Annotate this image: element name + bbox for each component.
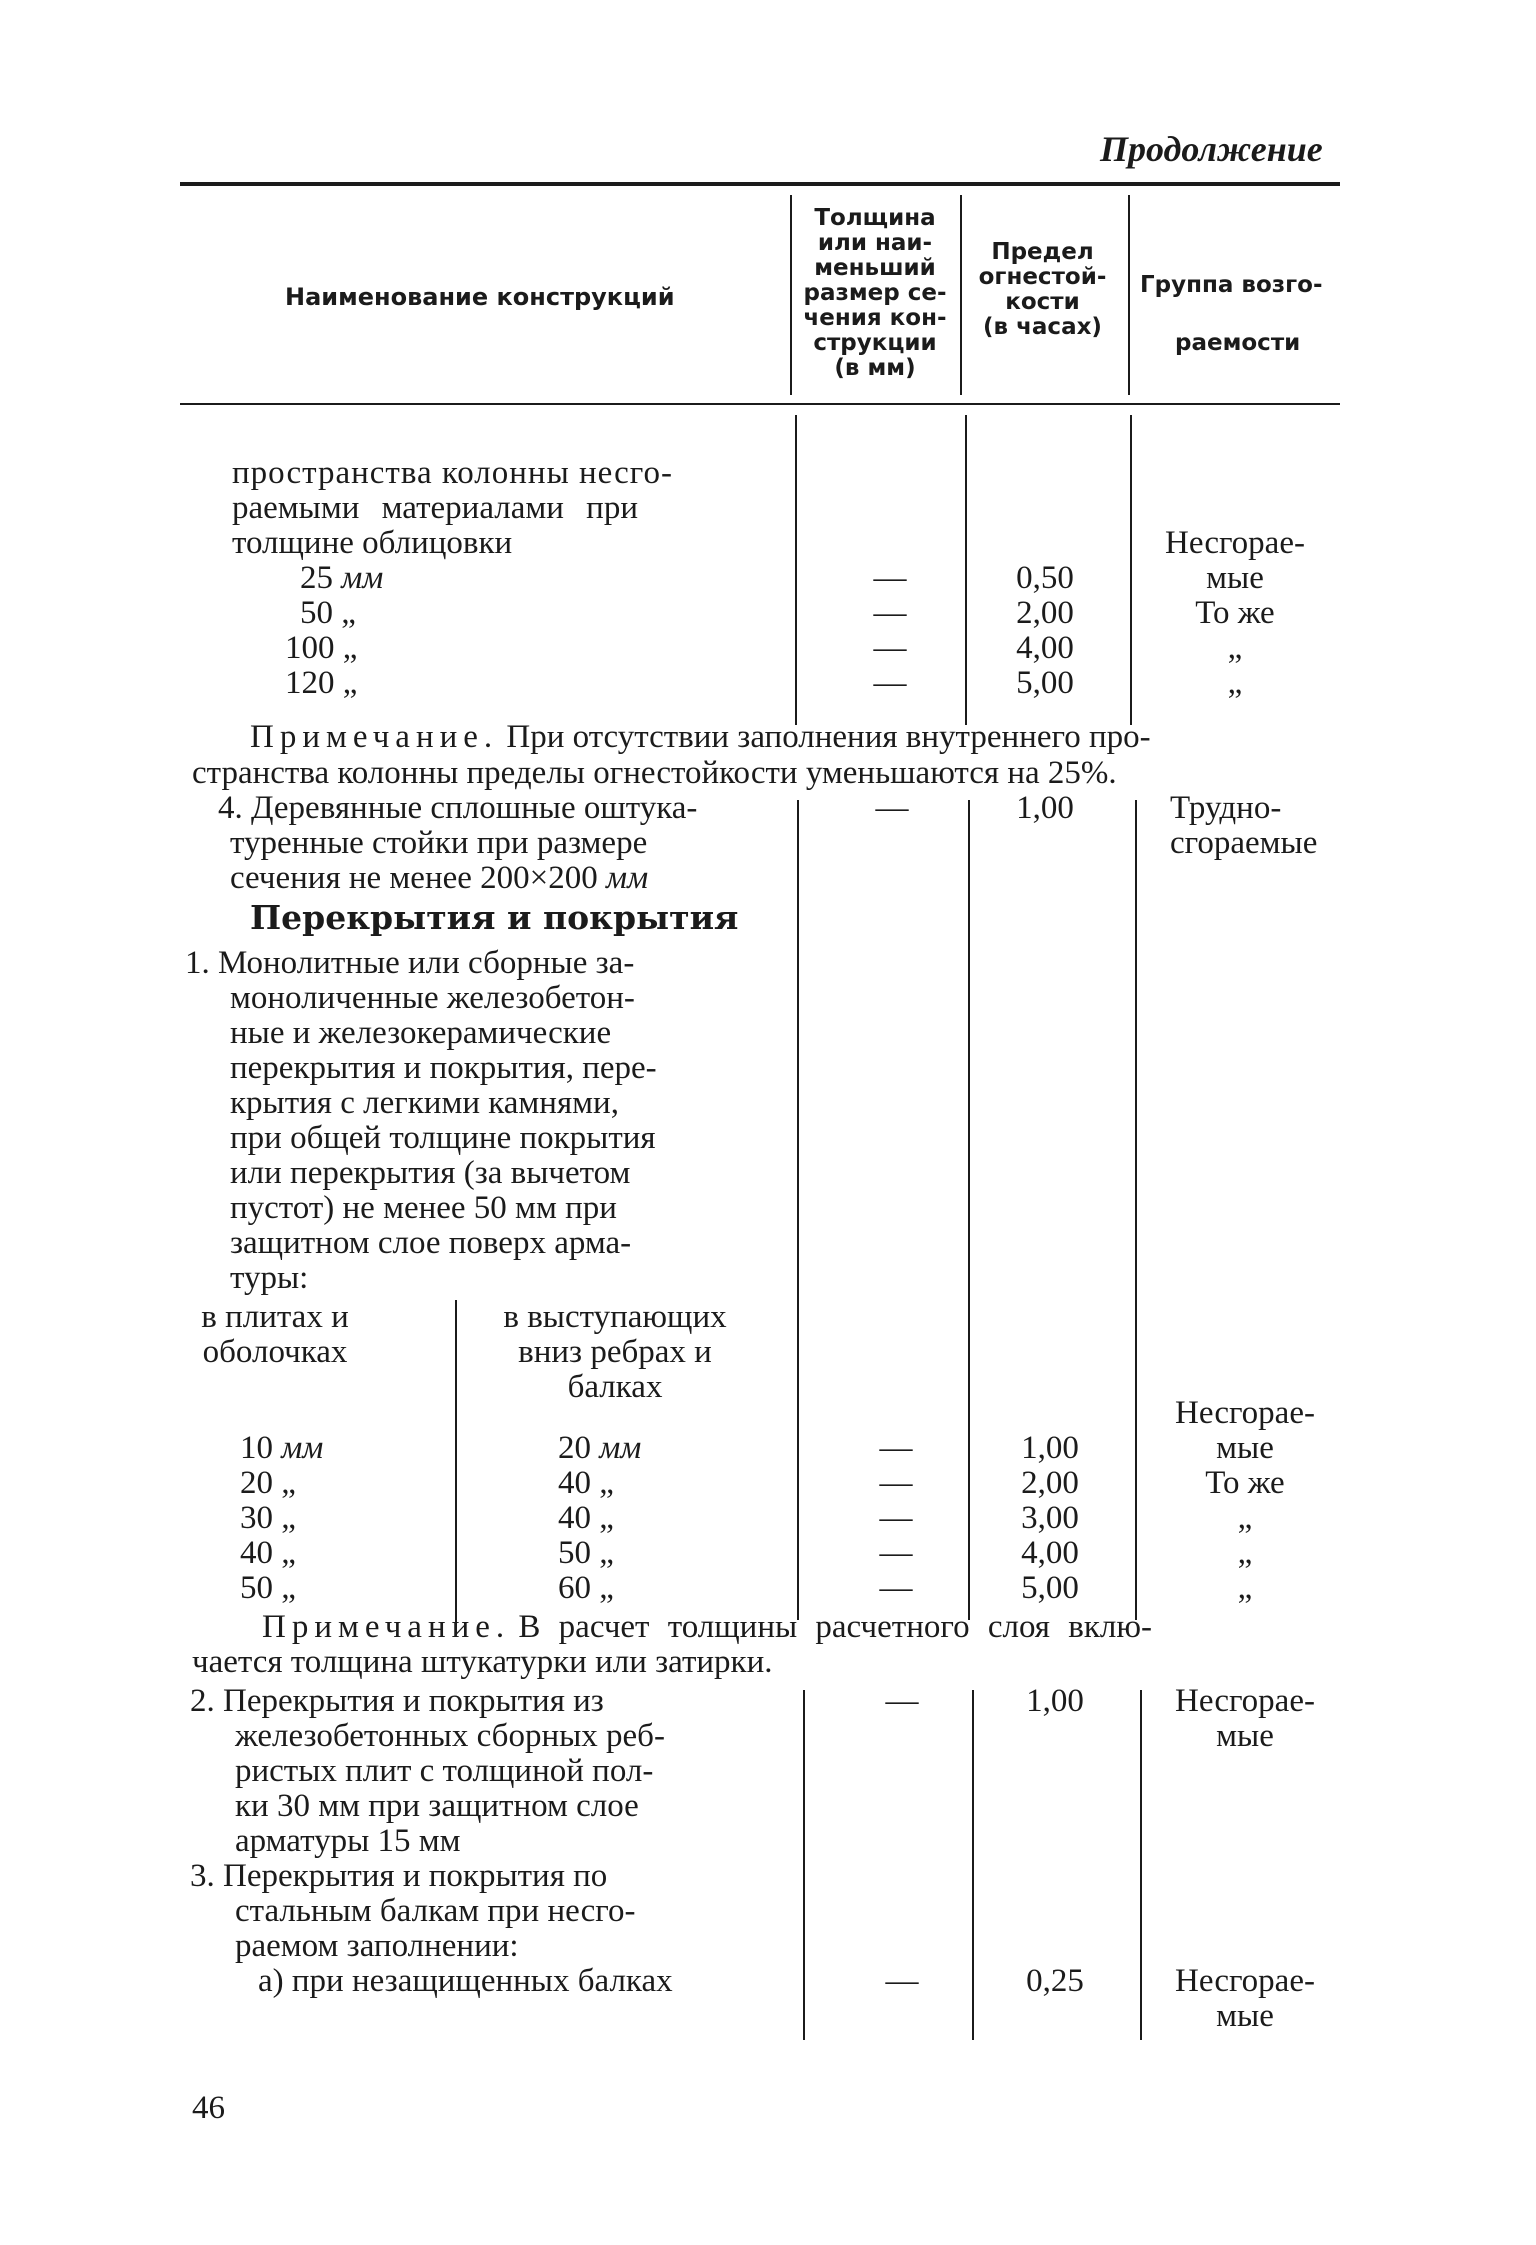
item2-group: Несгорае- мые (1175, 1683, 1315, 1754)
col-line-c1 (1130, 415, 1132, 725)
item3-text: 3. Перекрытия и покрытия по стальным балкам при несго- раемом заполнении: а) при незащищенных балках (190, 1858, 673, 1999)
section1-dashes: — — — — (873, 560, 907, 701)
item4-dash: — (875, 790, 909, 826)
section1-row: 120 „ (285, 665, 358, 701)
col-line-a1 (795, 415, 797, 725)
item4-group: Трудно- сгораемые (1170, 790, 1318, 861)
note1-line2: странства колонны пределы огнестойкости уменьшаются на 25%. (192, 755, 1117, 791)
item2-dash: — (885, 1683, 919, 1719)
item2-limit: 1,00 (1026, 1683, 1084, 1719)
header-divider-1 (790, 195, 792, 395)
header-col-fire-limit: Предел огнестой- кости (в часах) (978, 239, 1107, 340)
col-line-a3 (803, 1690, 805, 2040)
header-col-thickness: Толщина или наи- меньший размер се- чения кон- струкции (в мм) (803, 205, 947, 381)
item4-limit: 1,00 (1016, 790, 1074, 826)
item1-group: Несгорае- мые То же „ „ „ (1175, 1395, 1315, 1606)
item1-sub-divider (455, 1300, 457, 1635)
item1-limits: 1,00 2,00 3,00 4,00 5,00 (1021, 1430, 1079, 1606)
item3-limit: 0,25 (1026, 1963, 1084, 1999)
section1-text: пространства колонны несго- раемыми материалами при толщине облицовки (232, 455, 673, 561)
item1-sub-right: в выступающих вниз ребрах и балках (503, 1299, 727, 1405)
item1-text: 1. Монолитные или сборные за- моноличенные железобетон- ные и железокерамические перекрытия и покрытия, пере- крытия с легкими камнями, при общей толщине покрытия или перекрытия (за вычетом пустот) не менее 50 мм при защитном слое поверх арма- туры: (185, 945, 657, 1296)
section1-row: 25 мм (300, 560, 384, 596)
header-divider-2 (960, 195, 962, 395)
section1-row: 50 „ (300, 595, 356, 631)
col-line-c2 (1135, 800, 1137, 1620)
item1-dashes: — — — — — (879, 1430, 913, 1606)
section1-row: 100 „ (285, 630, 358, 666)
note2-line1: Примечание. В расчет толщины расчетного слоя вклю- (262, 1609, 1152, 1645)
table-top-rule (180, 182, 1340, 186)
item2-text: 2. Перекрытия и покрытия из железобетонных сборных реб- ристых плит с толщиной пол- ки 30 мм при защитном слое арматуры 15 мм (190, 1683, 665, 1859)
col-line-c3 (1140, 1690, 1142, 2040)
note1-line1: Примечание. При отсутствии заполнения внутреннего про- (250, 719, 1151, 755)
item3-group: Несгорае- мые (1175, 1963, 1315, 2034)
col-line-a2 (797, 800, 799, 1620)
section1-group: Несгорае- мые То же „ „ (1165, 525, 1305, 701)
col-line-b3 (972, 1690, 974, 2040)
section-title: Перекрытия и покрытия (250, 898, 739, 937)
item3-dash: — (885, 1963, 919, 1999)
item4-text: 4. Деревянные сплошные оштука- туренные стойки при размере сечения не менее 200×200 мм (218, 790, 698, 896)
section1-limits: 0,50 2,00 4,00 5,00 (1016, 560, 1074, 701)
table-header-bottom-rule (180, 403, 1340, 405)
col-line-b2 (968, 800, 970, 1620)
header-col-name: Наименование конструкций (285, 283, 675, 311)
continuation-label: Продолжение (1100, 129, 1323, 169)
col-line-b1 (965, 415, 967, 725)
note2-line2: чается толщина штукатурки или затирки. (192, 1644, 773, 1680)
item1-col-b: 20 мм 40 „ 40 „ 50 „ 60 „ (558, 1430, 642, 1606)
item1-sub-left: в плитах и оболочках (201, 1299, 349, 1370)
header-divider-3 (1128, 195, 1130, 395)
header-col-group: Группа возго- раемости (1140, 272, 1323, 356)
page-number: 46 (192, 2090, 225, 2126)
item1-col-a: 10 мм 20 „ 30 „ 40 „ 50 „ (240, 1430, 324, 1606)
